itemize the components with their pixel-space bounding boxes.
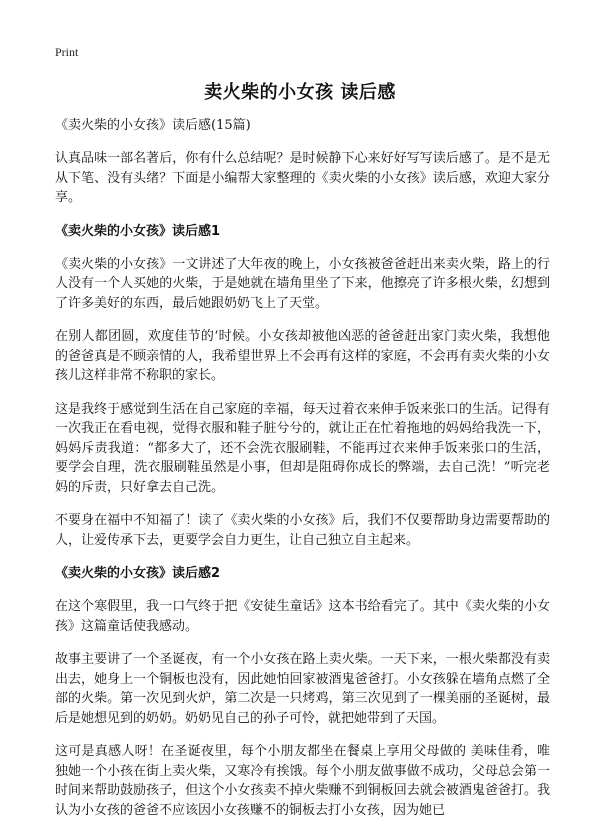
section-heading-2: 《卖火柴的小女孩》读后感2 xyxy=(55,566,221,581)
section-2-paragraph: 在这个寒假里，我一口气终于把《安徒生童话》这本书给看完了。其中《卖火柴的小女孩》这篇童话使我感动。 xyxy=(55,599,550,634)
article-body xyxy=(55,116,550,834)
print-link[interactable]: Print xyxy=(55,45,79,59)
section-1-paragraph: 《卖火柴的小女孩》一文讲述了大年夜的晚上，小女孩被爸爸赶出来卖火柴，路上的行人没有一个人买她的火柴，于是她就在墙角里坐了下来，他擦亮了许多根火柴，幻想到了许多美好的东西，最后她跟奶奶飞上了天堂。 xyxy=(55,256,550,311)
section-2-paragraph: 故事主要讲了一个圣诞夜，有一个小女孩在路上卖火柴。一天下来，一根火柴都没有卖出去，她身上一个铜板也没有，因此她怕回家被酒鬼爸爸打。小女孩躲在墙角点燃了全部的火柴。第一次见到火炉，第二次是一只烤鸡，第三次见到了一棵美丽的圣诞树，最后是她想见到的奶奶。奶奶见自己的孙子可怜，就把她带到了天国。 xyxy=(55,652,550,726)
section-1-paragraph: 在别人都团圆，欢度佳节的‘时候。小女孩却被他凶恶的爸爸赶出家门卖火柴，我想他的爸爸真是不顾亲情的人，我希望世界上不会再有这样的家庭，不会再有卖火柴的小女孩儿这样非常不称职的家长。 xyxy=(55,329,550,383)
section-heading-1: 《卖火柴的小女孩》读后感1 xyxy=(55,223,221,239)
section-1-paragraph: 不要身在福中不知福了！读了《卖火柴的小女孩》后，我们不仅要帮助身边需要帮助的人，让爱传承下去，更要学会自力更生，让自己独立自主起来。 xyxy=(55,513,550,548)
intro-paragraph: 认真品味一部名著后，你有什么总结呢？是时候静下心来好好写写读后感了。是不是无从下笔、没有头绪？下面是小编帮大家整理的《卖火柴的小女孩》读后感，欢迎大家分享。 xyxy=(55,151,550,205)
section-1-paragraph: 这是我终于感觉到生活在自己家庭的幸福，每天过着衣来伸手饭来张口的生活。记得有一次我正在看电视，觉得衣服和鞋子脏兮兮的，就让正在忙着拖地的妈妈给我洗一下，妈妈斥责我道：“都多大了，还不会洗衣服刷鞋，不能再过衣来伸手饭来张口的生活，要学会自理，洗衣服刷鞋虽然是小事，但却是阻碍你成长的弊端，去自己洗！”听完老妈的斥责，只好拿去自己洗。 xyxy=(55,401,550,495)
article-subtitle: 《卖火柴的小女孩》读后感(15篇) xyxy=(55,118,251,133)
section-2-paragraph: 这可是真感人呀！在圣诞夜里，每个小朋友都坐在餐桌上享用父母做的 美味佳肴，唯独她一个小孩在街上卖火柴，又寒冷有挨饿。每个小朋友做事做不成功，父母总会第一时间来帮助鼓励孩子，但这个小女孩卖不掉火柴赚不到铜板回去就会被酒鬼爸爸打。我认为小女孩的爸爸不应该因小女孩赚不的铜板去打小女孩，因为她已 xyxy=(55,744,550,818)
page-title: 卖火柴的小女孩 读后感 xyxy=(204,82,396,103)
